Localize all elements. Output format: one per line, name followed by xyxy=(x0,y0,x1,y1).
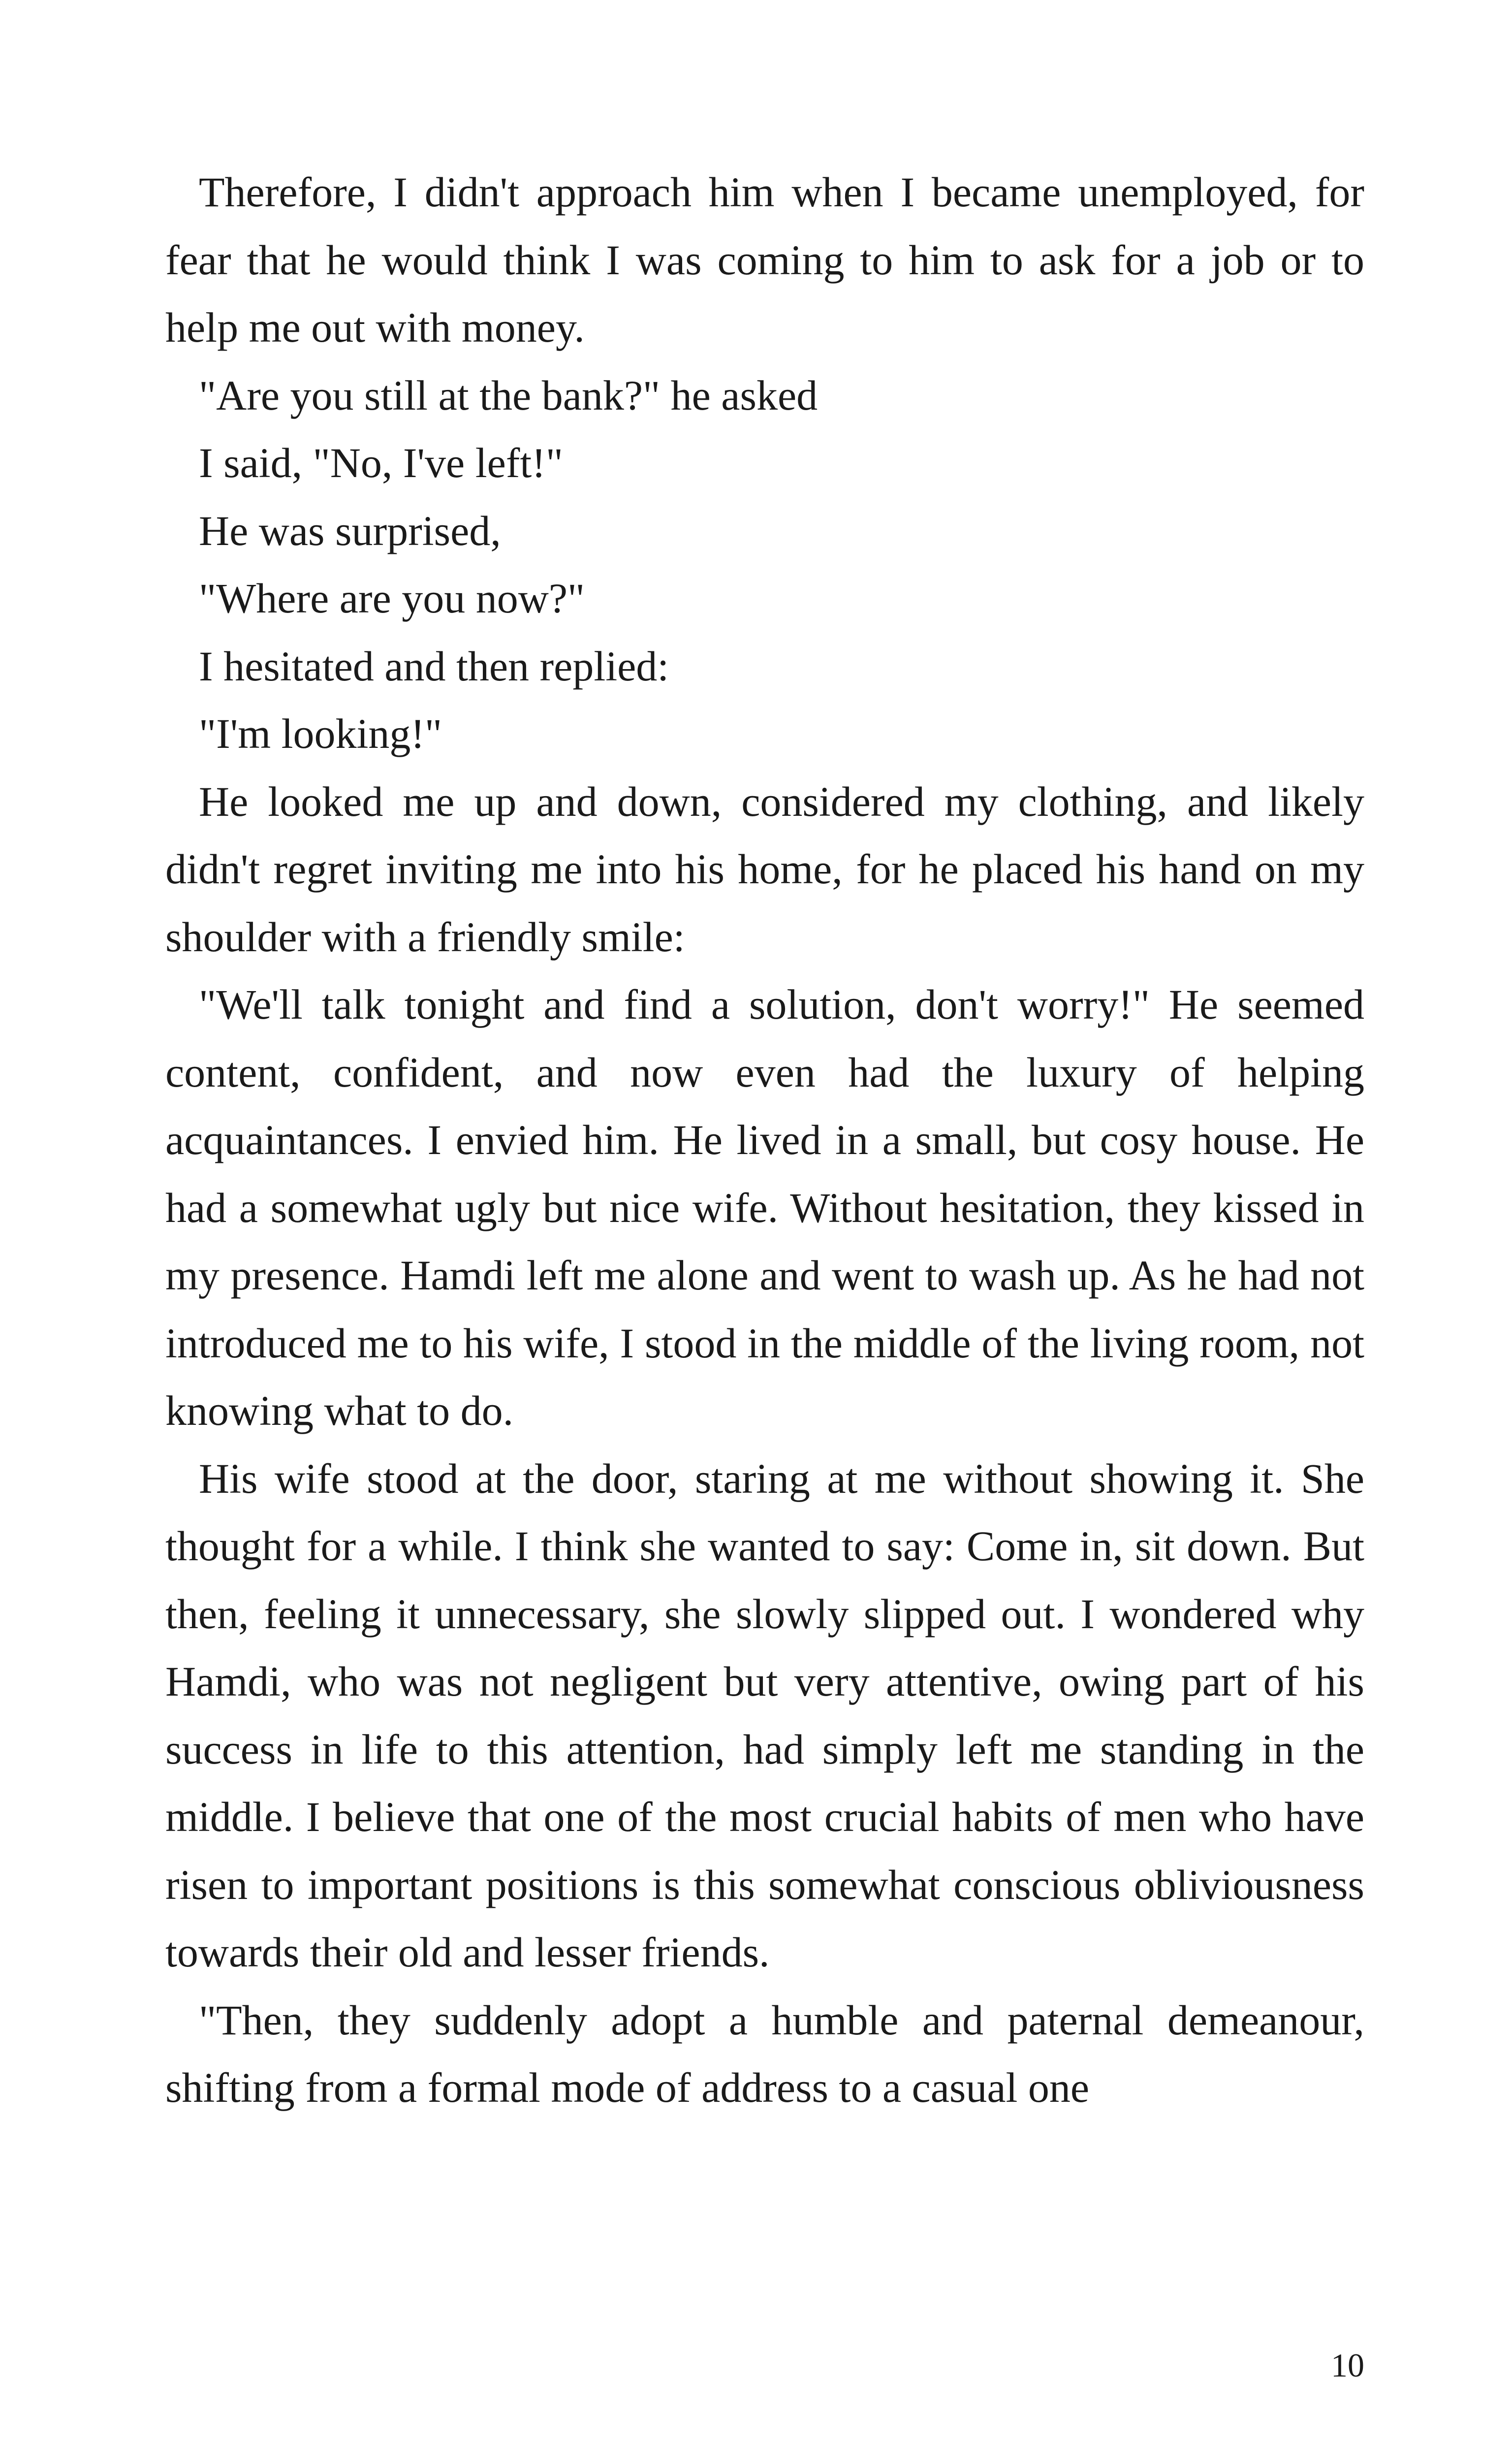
paragraph: His wife stood at the door, staring at me without showing it. She thought for a while. I think she wanted to say: Come in, sit down. But then, feeling it unnecessary, she slowly slipped out. I wondered why Hamdi, who was not negligent but very attentive, owing part of his success in life to this attention, had simply left me standing in the middle. I believe that one of the most crucial habits of men who have risen to important positions is this somewhat conscious obliviousness towards their old and lesser friends. xyxy=(165,1454,1364,1976)
paragraph: I hesitated and then replied: xyxy=(199,642,669,690)
page-number: 10 xyxy=(1331,2347,1364,2384)
paragraph: He looked me up and down, considered my clothing, and likely didn't regret inviting me into his home, for he placed his hand on my shoulder with a friendly smile: xyxy=(165,777,1364,961)
paragraph: I said, "No, I've left!" xyxy=(199,439,564,486)
paragraph: Therefore, I didn't approach him when I became unemployed, for fear that he would think I was coming to him to ask for a job or to help me out with money. xyxy=(165,168,1364,351)
paragraph: "I'm looking!" xyxy=(199,710,442,757)
paragraph: "Where are you now?" xyxy=(199,575,585,622)
paragraph: He was surprised, xyxy=(199,507,501,554)
paragraph: "Then, they suddenly adopt a humble and paternal demeanour, shifting from a formal mode of address to a casual one xyxy=(165,1996,1364,2111)
paragraph: "We'll talk tonight and find a solution, don't worry!" He seemed content, confident, and now even had the luxury of helping acquaintances. I envied him. He lived in a small, but cosy house. He had a somewhat ugly but nice wife. Without hesitation, they kissed in my presence. Hamdi left me alone and went to wash up. As he had not introduced me to his wife, I stood in the middle of the living room, not knowing what to do. xyxy=(165,981,1364,1434)
body-text xyxy=(165,159,1364,2122)
paragraph: "Are you still at the bank?" he asked xyxy=(199,371,818,419)
